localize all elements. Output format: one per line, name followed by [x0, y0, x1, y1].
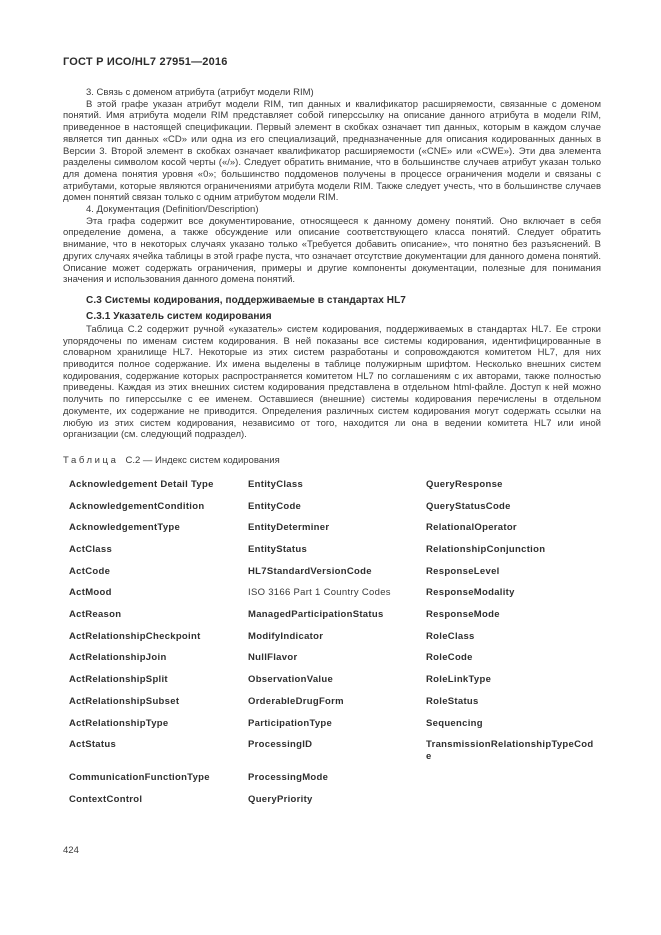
- code-system-cell: ResponseMode: [426, 609, 500, 621]
- table-row: [69, 522, 600, 544]
- code-system-cell: [426, 772, 600, 794]
- table-caption: [63, 455, 601, 466]
- code-system-cell: QueryResponse: [426, 478, 503, 490]
- code-system-cell: ModifyIndicator: [248, 630, 324, 642]
- code-system-cell: ActReason: [69, 609, 122, 621]
- code-system-cell: RoleStatus: [426, 695, 479, 707]
- code-system-cell: ISO 3166 Part 1 Country Codes: [248, 587, 391, 599]
- table-row: [69, 718, 600, 740]
- code-system-cell: ActRelationshipType: [69, 717, 169, 729]
- code-system-cell: RoleClass: [426, 630, 475, 642]
- item-4-title: 4. Документация (Definition/Description): [86, 204, 259, 216]
- code-system-cell: AcknowledgementCondition: [69, 500, 205, 512]
- code-system-cell: CommunicationFunctionType: [69, 772, 210, 784]
- code-system-cell: RoleLinkType: [426, 674, 492, 686]
- code-system-cell: ActRelationshipCheckpoint: [69, 630, 201, 642]
- code-system-cell: EntityCode: [248, 500, 302, 512]
- table-row: [69, 544, 600, 566]
- code-system-cell: ResponseModality: [426, 587, 515, 599]
- table-row: [69, 501, 600, 523]
- code-system-cell: RoleCode: [426, 652, 473, 664]
- table-row: [69, 609, 600, 631]
- table-row: [69, 772, 600, 794]
- table-row: [69, 631, 600, 653]
- code-systems-table-body: [69, 479, 600, 816]
- table-row: [69, 696, 600, 718]
- code-system-cell: ActRelationshipJoin: [69, 652, 167, 664]
- code-system-cell: ManagedParticipationStatus: [248, 609, 384, 621]
- code-system-cell: EntityStatus: [248, 544, 308, 556]
- table-row: [69, 794, 600, 816]
- code-system-cell: HL7StandardVersionCode: [248, 565, 372, 577]
- code-system-cell: Acknowledgement Detail Type: [69, 478, 214, 490]
- code-system-cell: ResponseLevel: [426, 565, 500, 577]
- table-row: [69, 674, 600, 696]
- code-system-cell: [426, 794, 600, 816]
- code-system-cell: ProcessingID: [248, 739, 313, 751]
- item-3-title: 3. Связь с доменом атрибута (атрибут модели RIM): [86, 87, 314, 98]
- code-system-cell: EntityDeterminer: [248, 522, 330, 534]
- code-system-cell: QueryStatusCode: [426, 500, 511, 512]
- item-4-paragraph: Эта графа содержит все документирование, относящееся к данному домену понятий. Оно включает в себя определение домена, а также обсуждение или описание соответствующего класса понятий. Следует обратить внимание, что в некоторых случаях указано только «Требуется добавить описание», что понятно без разъяснений. В других случаях ячейка таблицы в этой графе пуста, что означает отсутствие документации для данного домена понятий. Описание может содержать ограничения, примеры и другие компоненты документации, полезные для понимания значения и использования данного домена понятий.: [63, 215, 601, 286]
- code-system-cell: ActRelationshipSplit: [69, 674, 168, 686]
- code-systems-table: [69, 479, 600, 816]
- running-header: ГОСТ Р ИСО/HL7 27951—2016: [63, 56, 228, 68]
- code-system-cell: OrderableDrugForm: [248, 695, 344, 707]
- code-system-cell: ActRelationshipSubset: [69, 695, 180, 707]
- table-row: [69, 587, 600, 609]
- section-c31-heading: С.3.1 Указатель систем кодирования: [86, 310, 272, 322]
- table-row: [69, 739, 600, 772]
- code-system-cell: ProcessingMode: [248, 772, 329, 784]
- table-caption-text: С.2 — Индекс систем кодирования: [125, 454, 280, 466]
- code-system-cell: ActCode: [69, 565, 111, 577]
- table-row: [69, 566, 600, 588]
- code-system-cell: NullFlavor: [248, 652, 298, 664]
- code-system-cell: RelationalOperator: [426, 522, 517, 534]
- code-system-cell: ActStatus: [69, 739, 117, 751]
- page-number: 424: [63, 845, 79, 856]
- code-system-cell: QueryPriority: [248, 794, 313, 806]
- code-system-cell: EntityClass: [248, 478, 304, 490]
- code-system-cell: RelationshipConjunction: [426, 544, 546, 556]
- table-caption-word: Таблица: [63, 454, 119, 466]
- item-3-paragraph: В этой графе указан атрибут модели RIM, тип данных и квалификатор расширяемости, связанные с доменом понятий. Имя атрибута модели RIM представляет собой гиперссылку на описание данного атрибута в модели RIM, приведенное в настоящей спецификации. Первый элемент в скобках означает тип данных, которым в каждом случае является тип данных «CD» или одна из его специализаций, предназначенные для описания кодированных данных в Версии 3. Второй элемент в скобках означает квалификатор расширяемости («CNE» или «CWE»). Эти два элемента разделены символом косой черты («/»). Следует обратить внимание, что в большинстве случаев атрибут указан только для домена понятия уровня «0»; большинство поддоменов получены в процессе ограничения модели и связаны с атрибутами, которые являются ограничениями атрибута модели RIM. Также следует учесть, что в большинстве случаев домен понятий связан только с одним атрибутом модели RIM.: [63, 98, 601, 204]
- code-system-cell: ContextControl: [69, 794, 143, 806]
- code-system-cell: AcknowledgementType: [69, 522, 181, 534]
- code-system-cell: ActMood: [69, 587, 112, 599]
- code-system-cell: ParticipationType: [248, 717, 333, 729]
- code-system-cell: ActClass: [69, 544, 113, 556]
- section-c3-heading: С.3 Системы кодирования, поддерживаемые в стандартах HL7: [86, 294, 406, 306]
- code-system-cell: Sequencing: [426, 717, 483, 729]
- table-row: [69, 479, 600, 501]
- code-system-cell: ObservationValue: [248, 674, 334, 686]
- section-c31-paragraph: Таблица С.2 содержит ручной «указатель» систем кодирования, поддерживаемых в стандартах HL7. Ее строки упорядочены по именам систем кодирования. В ней показаны все системы кодирования, идентифицированные в словарном хранилище HL7. Некоторые из этих систем разработаны и сопровождаются комитетом HL7, для них приводится полное содержание. Их имена выделены в таблице полужирным шрифтом. Несколько внешних систем кодирования, содержание которых распространяется комитетом HL7 по соглашениям с их авторами, также полностью приведены. Каждая из этих внешних систем кодирования представлена в отдельном html-файле. Доступ к ней можно получить по гиперссылке с ее именем. Оставшиеся (внешние) системы кодирования перечислены в отдельном документе, их содержание не приводится. Определения различных систем кодирования могут содержать ссылки на любую из этих систем кодирования, независимо от того, находится ли она в ведении комитета HL7 или иной организации (см. следующий подраздел).: [63, 323, 601, 441]
- code-system-cell: TransmissionRelationshipTypeCode: [426, 739, 594, 762]
- table-row: [69, 652, 600, 674]
